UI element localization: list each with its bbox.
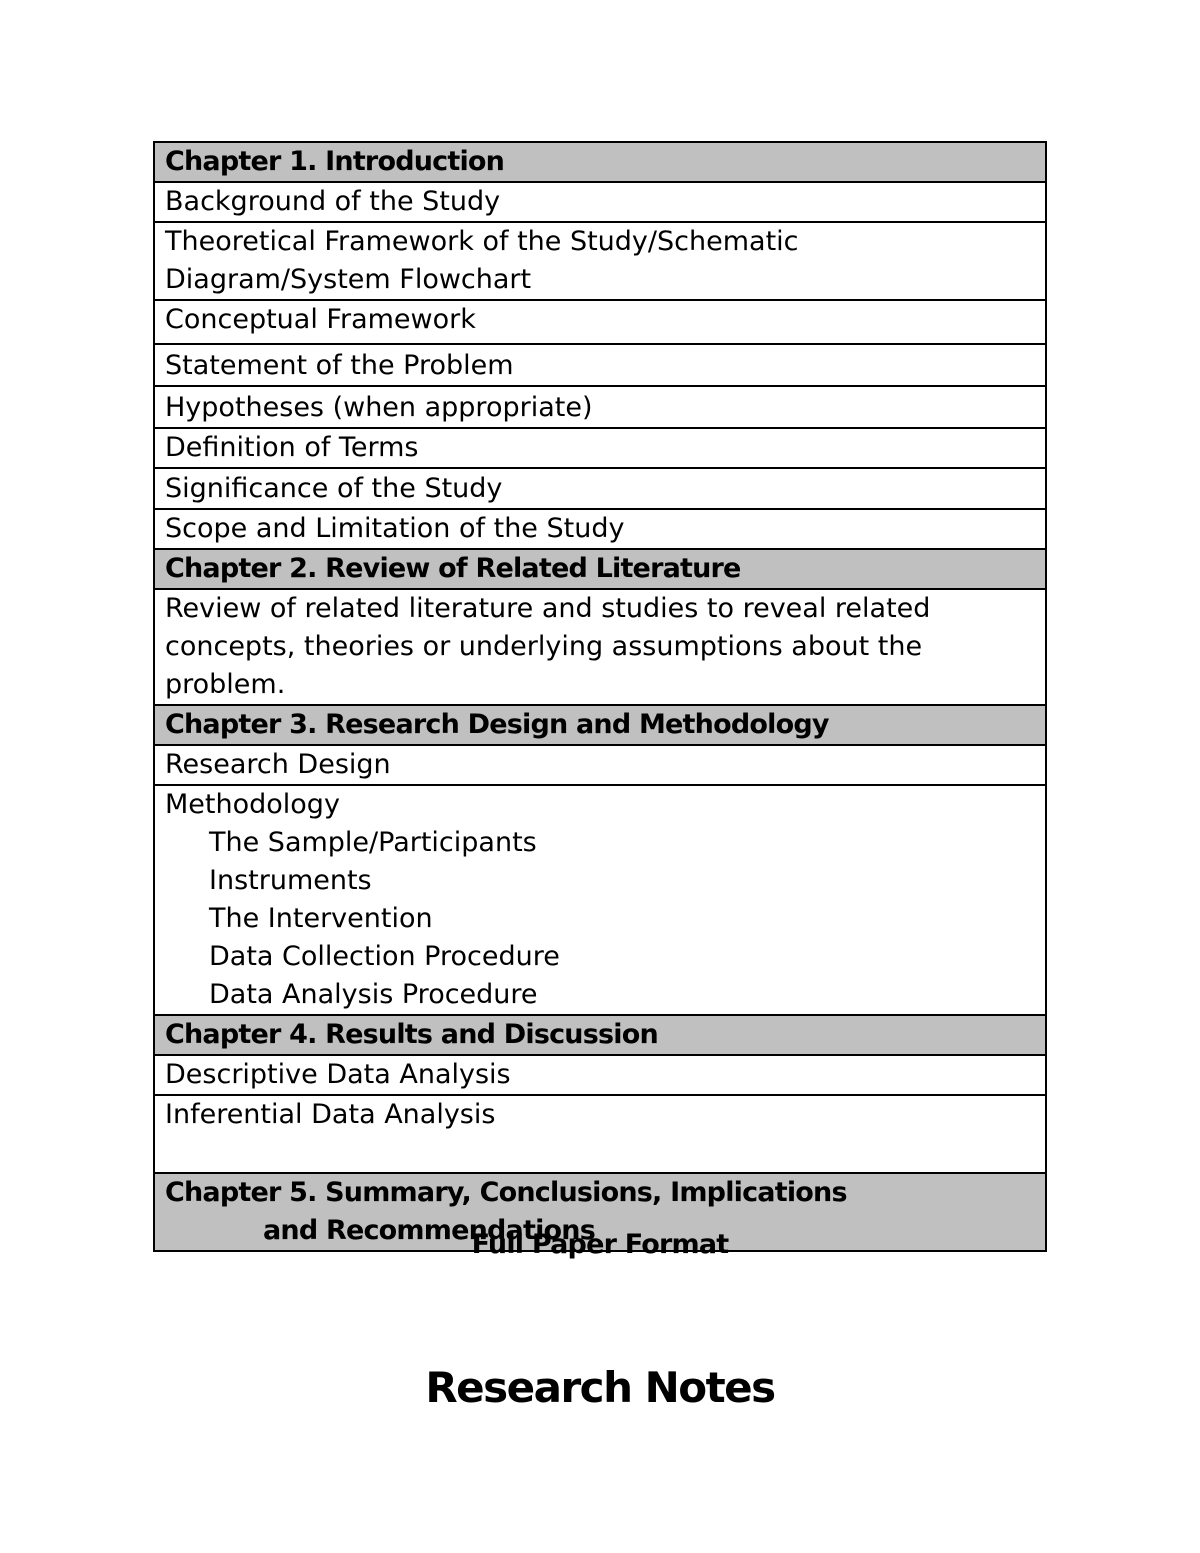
table-row [155,183,1045,223]
chapter-5-title: Chapter 5. Summary, Conclusions, Implications [165,1177,847,1208]
table-row [155,1056,1045,1096]
table-row [155,1096,1045,1174]
chapter-3-header [155,706,1045,746]
row-label: Descriptive Data Analysis [165,1059,511,1090]
table-row [155,223,1045,301]
sub-item: The Intervention [209,903,433,934]
chapter-1-title: Chapter 1. Introduction [165,146,505,177]
table-row [155,590,1045,706]
row-label: Statement of the Problem [165,350,514,381]
chapter-4-title: Chapter 4. Results and Discussion [165,1019,658,1050]
chapter-4-header [155,1016,1045,1056]
row-label: Scope and Limitation of the Study [165,513,625,544]
chapter-3-title: Chapter 3. Research Design and Methodology [165,709,829,740]
table-row [155,746,1045,786]
table-row [155,345,1045,387]
table-caption: Full Paper Format [471,1229,729,1260]
table-row [155,301,1045,345]
chapter-2-header [155,550,1045,590]
chapter-1-header [155,143,1045,183]
row-label: Methodology [165,789,340,820]
row-label: Theoretical Framework of the Study/Schematic [165,226,799,257]
row-label-continued: Diagram/System Flowchart [165,264,532,295]
row-label: Significance of the Study [165,473,503,504]
row-text-line: concepts, theories or underlying assumptions about the [165,631,923,662]
row-text-line: Review of related literature and studies to reveal related [165,593,931,624]
sub-item: Instruments [209,865,372,896]
row-label: Hypotheses (when appropriate) [165,392,593,423]
row-label: Definition of Terms [165,432,419,463]
table-row [155,429,1045,469]
chapter-2-title: Chapter 2. Review of Related Literature [165,553,741,584]
row-text-line: problem. [165,669,286,700]
table-row [155,469,1045,510]
row-label: Research Design [165,749,391,780]
sub-item: The Sample/Participants [209,827,537,858]
paper-outline-table [153,141,1047,1252]
table-row [155,387,1045,429]
table-row [155,510,1045,550]
chapter-5-title-continued: and Recommendations [263,1215,595,1246]
table-row [155,786,1045,1016]
row-label: Background of the Study [165,186,501,217]
sub-item: Data Analysis Procedure [209,979,538,1010]
sub-item: Data Collection Procedure [209,941,560,972]
row-label: Inferential Data Analysis [165,1099,496,1130]
row-label: Conceptual Framework [165,304,476,335]
page-title: Research Notes [425,1363,775,1412]
